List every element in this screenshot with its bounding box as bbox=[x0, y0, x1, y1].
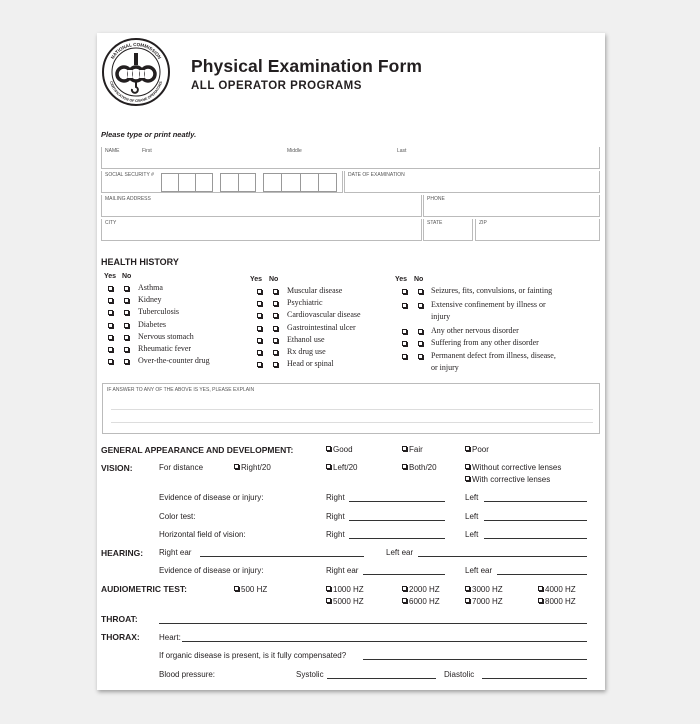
yes-checkbox[interactable] bbox=[108, 310, 113, 315]
condition-label: Diabetes bbox=[138, 319, 166, 329]
ssn-box-1[interactable] bbox=[161, 173, 213, 192]
checkbox-8000hz[interactable]: 8000 HZ bbox=[538, 597, 576, 606]
no-checkbox[interactable] bbox=[273, 350, 278, 355]
hearing-evidence-right-input[interactable] bbox=[363, 574, 445, 575]
no-checkbox[interactable] bbox=[124, 323, 129, 328]
no-checkbox[interactable] bbox=[273, 301, 278, 306]
checkbox-left20[interactable]: Left/20 bbox=[326, 463, 357, 472]
mailing-address-field[interactable]: MAILING ADDRESS bbox=[101, 195, 422, 217]
checkbox-2000hz[interactable]: 2000 HZ bbox=[402, 585, 440, 594]
checkbox-3000hz[interactable]: 3000 HZ bbox=[465, 585, 503, 594]
checkbox-1000hz[interactable]: 1000 HZ bbox=[326, 585, 364, 594]
yes-checkbox[interactable] bbox=[257, 362, 262, 367]
yes-checkbox[interactable] bbox=[257, 289, 262, 294]
throat-label: THROAT: bbox=[101, 614, 138, 624]
checkbox-7000hz[interactable]: 7000 HZ bbox=[465, 597, 503, 606]
city-field[interactable]: CITY bbox=[101, 219, 422, 241]
condition-label: Any other nervous disorder bbox=[431, 326, 519, 335]
checkbox-both20[interactable]: Both/20 bbox=[402, 463, 437, 472]
condition-label: Muscular disease bbox=[287, 286, 343, 295]
audiometric-label: AUDIOMETRIC TEST: bbox=[101, 584, 187, 594]
vision-evidence-left-label: Left bbox=[465, 493, 479, 502]
checkbox-5000hz[interactable]: 5000 HZ bbox=[326, 597, 364, 606]
vision-label: VISION: bbox=[101, 463, 133, 473]
horizontal-right-input[interactable] bbox=[349, 538, 445, 539]
yes-checkbox[interactable] bbox=[257, 301, 262, 306]
vision-evidence-label: Evidence of disease or injury: bbox=[159, 493, 264, 502]
svg-text:NATIONAL COMMISSION: NATIONAL COMMISSION bbox=[109, 41, 163, 60]
yes-checkbox[interactable] bbox=[402, 354, 407, 359]
organic-disease-label: If organic disease is present, is it fully compensated? bbox=[159, 651, 347, 660]
condition-label: Tuberculosis bbox=[138, 307, 180, 317]
heart-label: Heart: bbox=[159, 633, 181, 642]
checkbox-with-lenses[interactable]: With corrective lenses bbox=[465, 475, 550, 484]
yes-checkbox[interactable] bbox=[108, 286, 113, 291]
no-checkbox[interactable] bbox=[124, 359, 129, 364]
yes-checkbox[interactable] bbox=[402, 303, 407, 308]
yes-checkbox[interactable] bbox=[402, 289, 407, 294]
color-right-input[interactable] bbox=[349, 520, 445, 521]
vision-evidence-left-input[interactable] bbox=[484, 501, 587, 502]
yes-checkbox[interactable] bbox=[402, 341, 407, 346]
no-checkbox[interactable] bbox=[273, 326, 278, 331]
no-checkbox[interactable] bbox=[124, 310, 129, 315]
condition-label: Psychiatric bbox=[287, 298, 323, 308]
no-checkbox[interactable] bbox=[418, 341, 423, 346]
yes-checkbox[interactable] bbox=[108, 359, 113, 364]
no-checkbox[interactable] bbox=[124, 335, 129, 340]
condition-label: Kidney bbox=[138, 295, 162, 305]
yes-checkbox[interactable] bbox=[108, 347, 113, 352]
general-appearance-label: GENERAL APPEARANCE AND DEVELOPMENT: bbox=[101, 445, 294, 455]
ssn-field[interactable]: SOCIAL SECURITY # bbox=[101, 171, 343, 193]
horizontal-field-label: Horizontal field of vision: bbox=[159, 530, 246, 539]
condition-label-continued: injury bbox=[431, 312, 451, 321]
no-checkbox[interactable] bbox=[273, 289, 278, 294]
horizontal-right-label: Right bbox=[326, 530, 345, 539]
condition-label: Ethanol use bbox=[287, 334, 325, 344]
diastolic-input[interactable] bbox=[482, 678, 587, 679]
form-subtitle: ALL OPERATOR PROGRAMS bbox=[191, 80, 362, 92]
checkbox-4000hz[interactable]: 4000 HZ bbox=[538, 585, 576, 594]
state-field[interactable]: STATE bbox=[423, 219, 473, 241]
color-test-label: Color test: bbox=[159, 512, 196, 521]
yes-checkbox[interactable] bbox=[402, 329, 407, 334]
no-checkbox[interactable] bbox=[273, 338, 278, 343]
form-title: Physical Examination Form bbox=[191, 56, 423, 76]
no-checkbox[interactable] bbox=[418, 289, 423, 294]
no-checkbox[interactable] bbox=[124, 347, 129, 352]
checkbox-without-lenses[interactable]: Without corrective lenses bbox=[465, 463, 561, 472]
no-checkbox[interactable] bbox=[124, 298, 129, 303]
checkbox-500hz[interactable]: 500 HZ bbox=[234, 585, 267, 594]
checkbox-6000hz[interactable]: 6000 HZ bbox=[402, 597, 440, 606]
condition-label: Nervous stomach bbox=[138, 331, 194, 341]
yes-checkbox[interactable] bbox=[108, 335, 113, 340]
condition-label: Gastrointestinal ulcer bbox=[287, 322, 356, 332]
no-checkbox[interactable] bbox=[273, 313, 278, 318]
col1-no-header: No bbox=[122, 273, 132, 280]
checkbox-fair[interactable]: Fair bbox=[402, 445, 423, 454]
condition-label-continued: or injury bbox=[431, 363, 459, 372]
no-checkbox[interactable] bbox=[273, 362, 278, 367]
yes-checkbox[interactable] bbox=[257, 326, 262, 331]
condition-label: Seizures, fits, convulsions, or fainting bbox=[431, 286, 553, 295]
hearing-evidence-label: Evidence of disease or injury: bbox=[159, 566, 264, 575]
no-checkbox[interactable] bbox=[418, 329, 423, 334]
health-history-heading: HEALTH HISTORY bbox=[101, 257, 179, 267]
color-left-label: Left bbox=[465, 512, 479, 521]
horizontal-left-label: Left bbox=[465, 530, 479, 539]
yes-checkbox[interactable] bbox=[108, 323, 113, 328]
vision-evidence-right-input[interactable] bbox=[349, 501, 445, 502]
condition-label: Rheumatic fever bbox=[138, 344, 192, 353]
condition-label: Permanent defect from illness, disease, bbox=[431, 351, 556, 360]
diastolic-label: Diastolic bbox=[444, 670, 475, 679]
hearing-left-ear-input[interactable] bbox=[418, 556, 587, 557]
checkbox-poor[interactable]: Poor bbox=[465, 445, 489, 454]
condition-label: Cardiovascular disease bbox=[287, 310, 361, 320]
systolic-input[interactable] bbox=[327, 678, 436, 679]
col3-yes-header: Yes bbox=[395, 276, 408, 283]
condition-label: Asthma bbox=[138, 283, 163, 292]
color-left-input[interactable] bbox=[484, 520, 587, 521]
checkbox-good[interactable]: Good bbox=[326, 445, 353, 454]
col2-no-header: No bbox=[269, 276, 279, 283]
form-page bbox=[97, 33, 605, 690]
condition-label: Over-the-counter drug bbox=[138, 356, 210, 366]
yes-checkbox[interactable] bbox=[108, 298, 113, 303]
no-checkbox[interactable] bbox=[124, 286, 129, 291]
condition-label: Suffering from any other disorder bbox=[431, 338, 539, 347]
for-distance-label: For distance bbox=[159, 463, 204, 472]
no-checkbox[interactable] bbox=[418, 354, 423, 359]
explain-textarea[interactable]: IF ANSWER TO ANY OF THE ABOVE IS YES, PLEASE EXPLAIN bbox=[102, 383, 600, 434]
hearing-evidence-left-input[interactable] bbox=[497, 574, 587, 575]
condition-label: Rx drug use bbox=[287, 347, 326, 356]
col1-yes-header: Yes bbox=[104, 273, 117, 280]
hearing-right-ear-input[interactable] bbox=[200, 556, 364, 557]
yes-checkbox[interactable] bbox=[257, 338, 262, 343]
vision-evidence-right-label: Right bbox=[326, 493, 345, 502]
col3-no-header: No bbox=[414, 276, 424, 283]
cco-seal-logo bbox=[101, 37, 171, 107]
condition-label: Extensive confinement by illness or bbox=[431, 300, 546, 309]
organic-disease-input[interactable] bbox=[363, 659, 587, 660]
thorax-label: THORAX: bbox=[101, 632, 140, 642]
zip-field[interactable]: ZIP bbox=[475, 219, 600, 241]
exam-date-field[interactable]: DATE OF EXAMINATION bbox=[344, 171, 600, 193]
yes-checkbox[interactable] bbox=[257, 313, 262, 318]
throat-input[interactable] bbox=[159, 623, 587, 624]
col2-yes-header: Yes bbox=[250, 276, 263, 283]
hearing-label: HEARING: bbox=[101, 548, 144, 558]
hearing-evidence-left-label: Left ear bbox=[465, 566, 493, 575]
color-right-label: Right bbox=[326, 512, 345, 521]
condition-label: Head or spinal bbox=[287, 359, 334, 369]
phone-field[interactable]: PHONE bbox=[423, 195, 600, 217]
blood-pressure-label: Blood pressure: bbox=[159, 670, 216, 679]
hearing-evidence-right-label: Right ear bbox=[326, 566, 359, 575]
systolic-label: Systolic bbox=[296, 670, 324, 679]
heart-input[interactable] bbox=[182, 641, 587, 642]
svg-text:CERTIFICATION OF CRANE OPERATO: CERTIFICATION OF CRANE OPERATORS bbox=[108, 80, 164, 104]
hearing-left-ear-label: Left ear bbox=[386, 548, 414, 557]
name-field[interactable]: NAME First Middle Last bbox=[101, 147, 600, 169]
checkbox-right20[interactable]: Right/20 bbox=[234, 463, 271, 472]
instructions: Please type or print neatly. bbox=[101, 130, 197, 139]
yes-checkbox[interactable] bbox=[257, 350, 262, 355]
hearing-right-ear-label: Right ear bbox=[159, 548, 192, 557]
no-checkbox[interactable] bbox=[418, 303, 423, 308]
horizontal-left-input[interactable] bbox=[484, 538, 587, 539]
